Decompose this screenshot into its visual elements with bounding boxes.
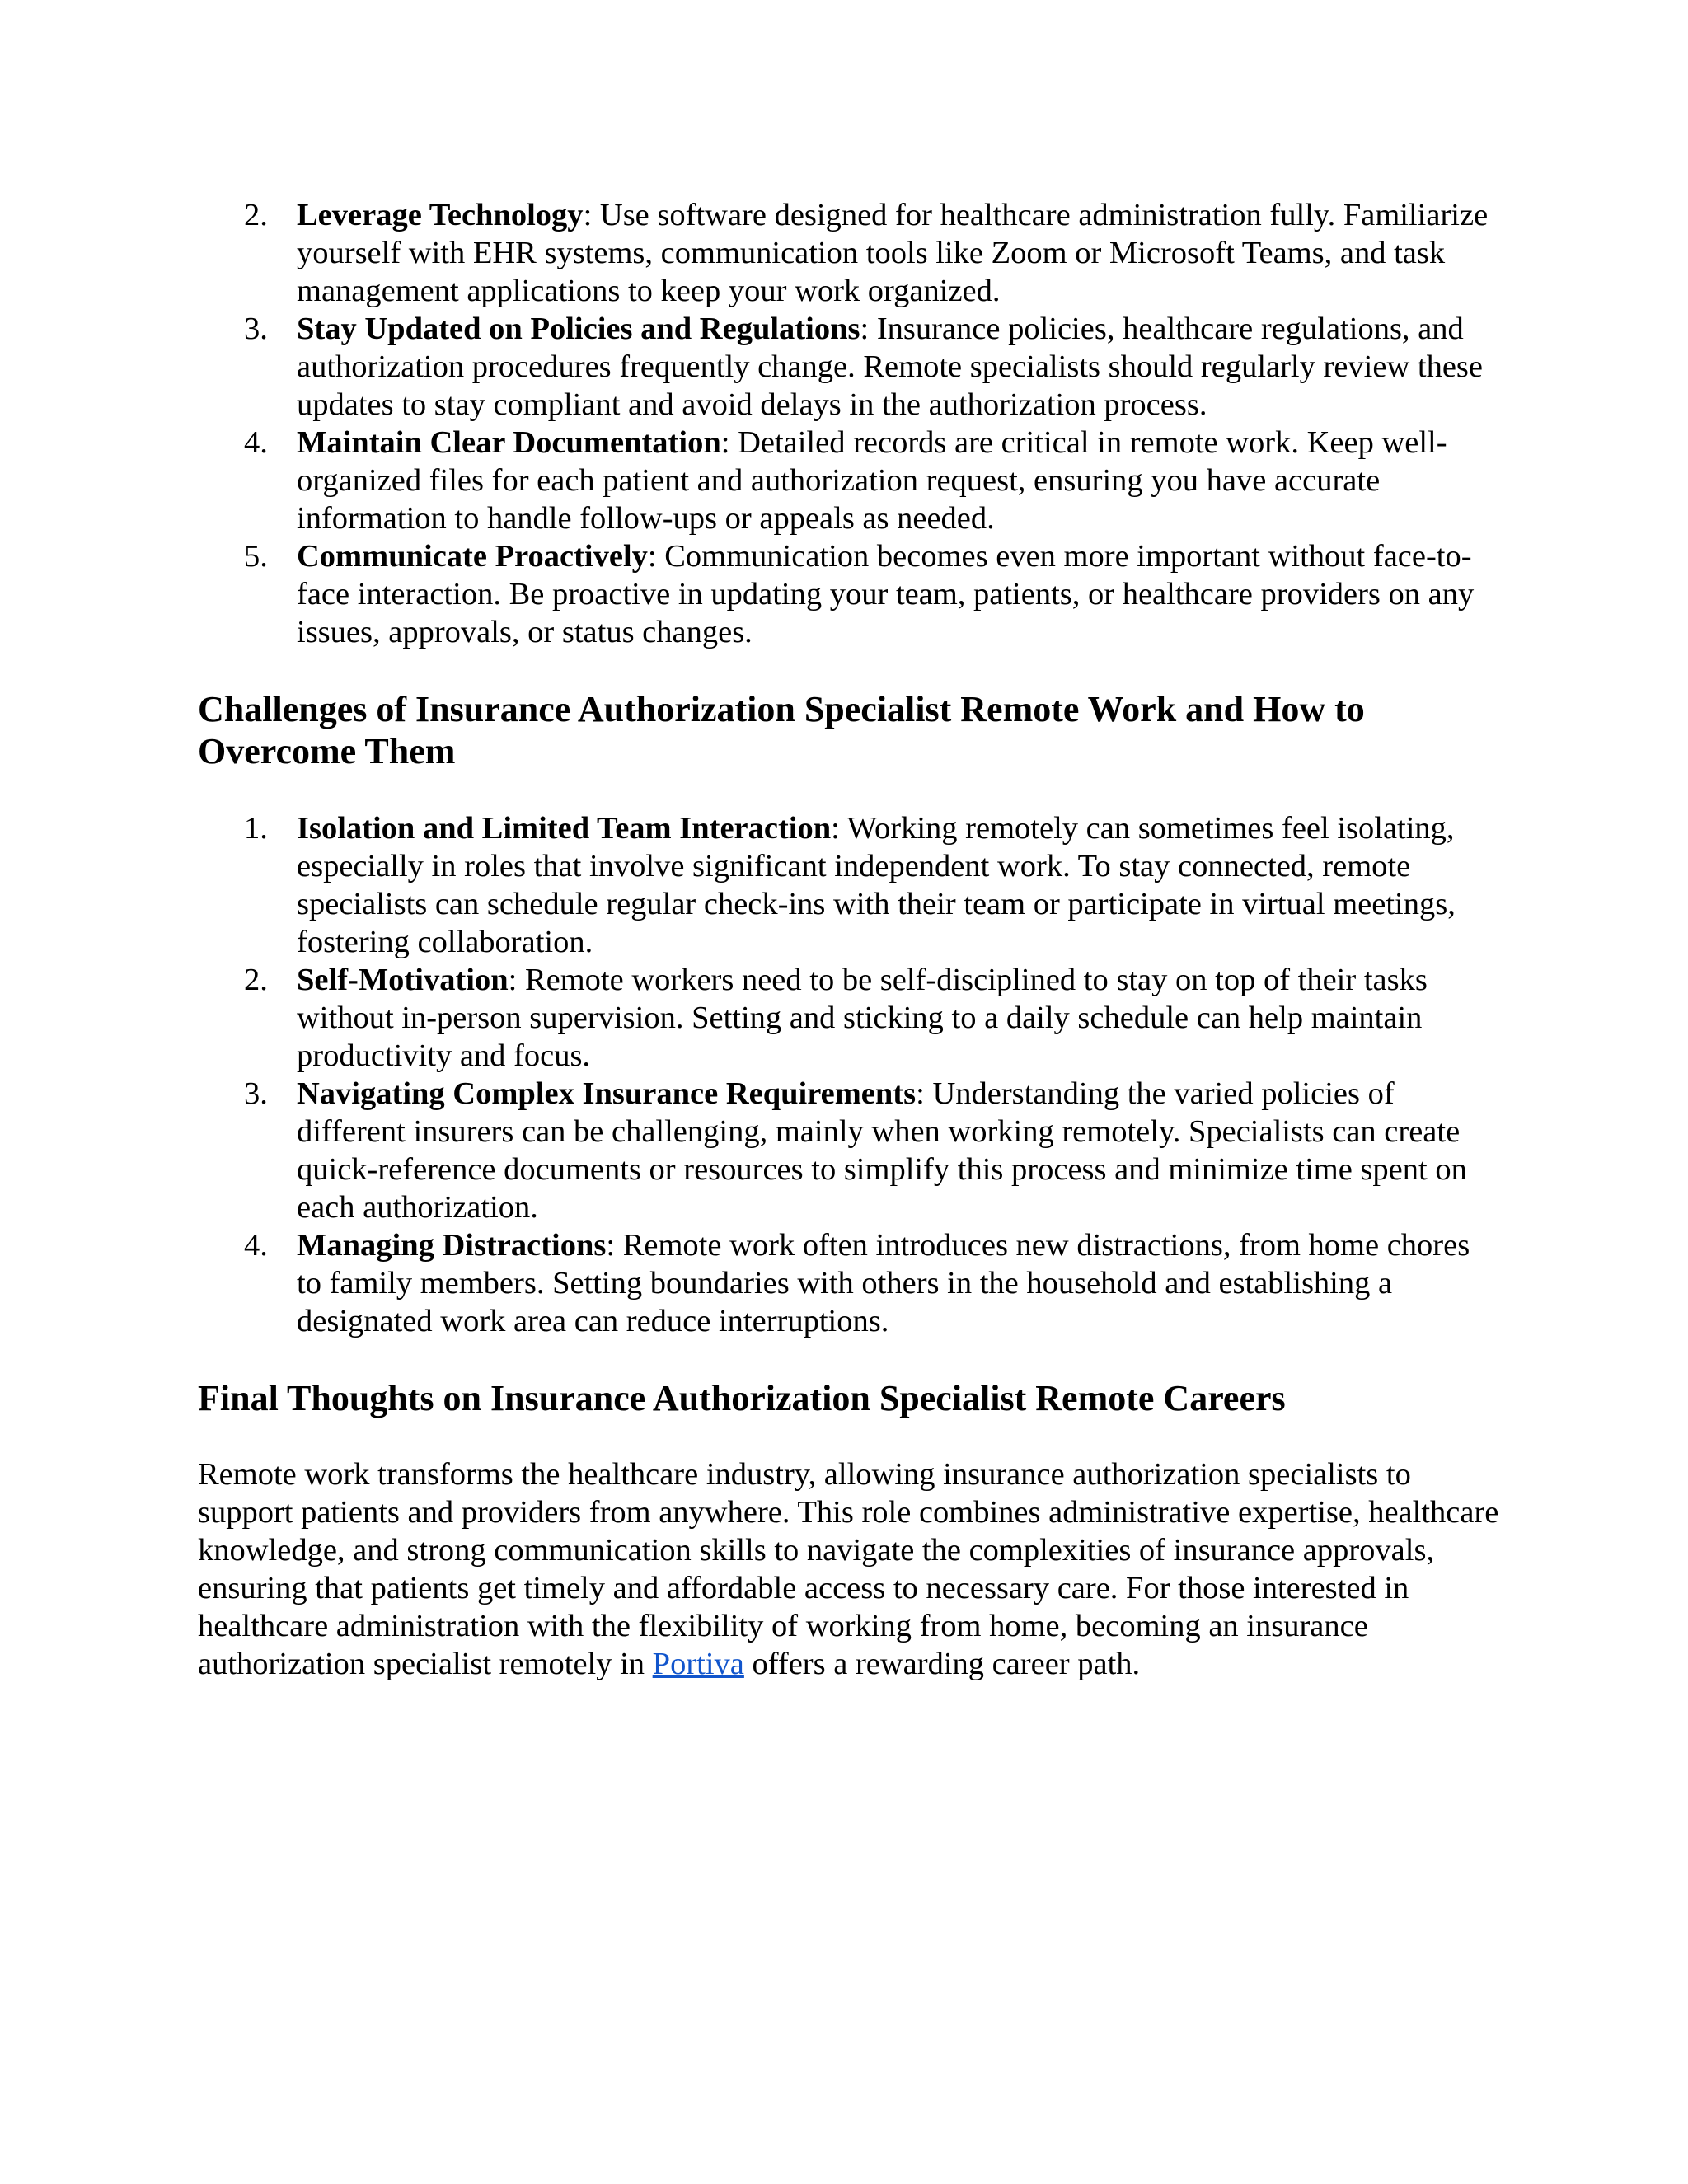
list-item-separator: : xyxy=(831,811,840,846)
list-item-separator: : xyxy=(916,1076,925,1111)
list-item-term: Communicate Proactively xyxy=(297,539,648,574)
list-item-number: 3. xyxy=(244,312,268,346)
list-item xyxy=(198,809,1500,961)
list-item xyxy=(198,196,1500,310)
list-item-number: 3. xyxy=(244,1076,268,1111)
list-item xyxy=(198,424,1500,537)
list-item-number: 1. xyxy=(244,811,268,846)
list-item xyxy=(198,961,1500,1075)
list-item xyxy=(198,537,1500,651)
list-item-number: 5. xyxy=(244,539,268,574)
list-item-text: Understanding the varied policies of different insurers can be challenging, mainly when working remotely. Specialists can create quick-reference documents or resources to simplify this process and minimize time spent on each authorization. xyxy=(297,1076,1467,1225)
list-item-term: Stay Updated on Policies and Regulations xyxy=(297,312,860,346)
list-item-separator: : xyxy=(606,1228,616,1263)
list-item-term: Managing Distractions xyxy=(297,1228,607,1263)
list-item xyxy=(198,1075,1500,1226)
paragraph-text: Remote work transforms the healthcare industry, allowing insurance authorization specialists to support patients and providers from anywhere. This role combines administrative expertise, healthcare knowledge, and strong communication skills to navigate the complexities of insurance approvals, ensuring that patients get timely and affordable access to necessary care. For those interested in healthcare administration with the flexibility of working from home, becoming an insurance authorization specialist remotely in xyxy=(198,1457,1499,1681)
final-thoughts-paragraph xyxy=(198,1455,1500,1683)
tips-list xyxy=(198,196,1500,651)
challenges-heading: Challenges of Insurance Authorization Specialist Remote Work and How to Overcome Them xyxy=(198,689,1365,771)
list-item-separator: : xyxy=(583,198,593,232)
list-item-separator: : xyxy=(720,425,730,460)
list-item xyxy=(198,1226,1500,1340)
list-item-text: Insurance policies, healthcare regulations, and authorization procedures frequently change. Remote specialists should regularly review these updates to stay compliant and avoid delays in the authorization process. xyxy=(297,312,1483,422)
document-page xyxy=(198,196,1500,1683)
paragraph-text-end: offers a rewarding career path. xyxy=(743,1647,1141,1681)
list-item-number: 2. xyxy=(244,198,268,232)
list-item-term: Isolation and Limited Team Interaction xyxy=(297,811,832,846)
list-item-number: 4. xyxy=(244,1228,268,1263)
list-item-separator: : xyxy=(860,312,870,346)
list-item-term: Leverage Technology xyxy=(297,198,584,232)
challenges-list xyxy=(198,809,1500,1340)
final-thoughts-heading: Final Thoughts on Insurance Authorization Specialist Remote Careers xyxy=(198,1378,1286,1418)
list-item-number: 4. xyxy=(244,425,268,460)
list-item xyxy=(198,310,1500,424)
list-item-term: Maintain Clear Documentation xyxy=(297,425,721,460)
list-item-text: Remote workers need to be self-disciplined to stay on top of their tasks without in-person supervision. Setting and sticking to a daily schedule can help maintain productivity and focus. xyxy=(297,963,1428,1073)
list-item-text: Detailed records are critical in remote work. Keep well-organized files for each patient and authorization request, ensuring you have accurate information to handle follow-ups or appeals as needed. xyxy=(297,425,1447,536)
list-item-text: Communication becomes even more important without face-to-face interaction. Be proactive in updating your team, patients, or healthcare providers on any issues, approvals, or status changes. xyxy=(297,539,1475,649)
list-item-term: Self-Motivation xyxy=(297,963,509,997)
list-item-text: Working remotely can sometimes feel isolating, especially in roles that involve significant independent work. To stay connected, remote specialists can schedule regular check-ins with their team or participate in virtual meetings, fostering collaboration. xyxy=(297,811,1456,959)
list-item-number: 2. xyxy=(244,963,268,997)
list-item-text: Remote work often introduces new distractions, from home chores to family members. Setting boundaries with others in the household and establishing a designated work area can reduce interruptions. xyxy=(297,1228,1470,1338)
list-item-separator: : xyxy=(508,963,518,997)
portiva-link[interactable]: Portiva xyxy=(652,1647,744,1681)
list-item-separator: : xyxy=(647,539,657,574)
list-item-term: Navigating Complex Insurance Requirements xyxy=(297,1076,917,1111)
list-item-text: Use software designed for healthcare administration fully. Familiarize yourself with EHR systems, communication tools like Zoom or Microsoft Teams, and task management applications to keep your work organized. xyxy=(297,198,1489,308)
